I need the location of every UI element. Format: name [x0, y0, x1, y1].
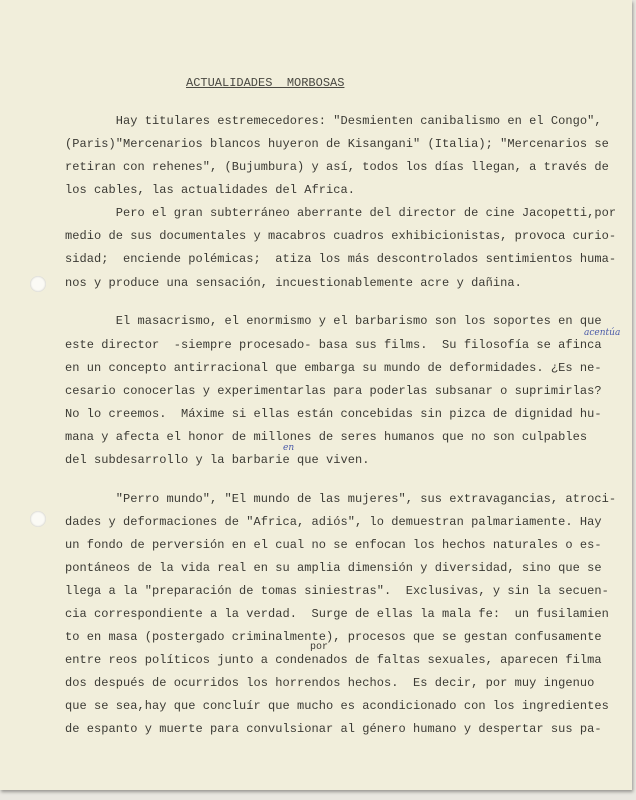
text-line: un fondo de perversión en el cual no se enfocan los hechos naturales o es-: [65, 538, 602, 552]
text-line: cia correspondiente a la verdad. Surge de ellas la mala fe: un fusilamien: [65, 607, 609, 621]
text-line: sidad; enciende polémicas; atiza los más descontrolados sentimientos huma-: [65, 252, 617, 266]
text-line: del subdesarrollo y la barbarie que viven.: [65, 453, 370, 467]
punch-hole: [30, 511, 46, 527]
text-line: nos y produce una sensación, incuestionablemente acre y dañina.: [65, 276, 522, 290]
handwritten-annotation: en: [283, 443, 295, 453]
text-line: pontáneos de la vida real en su amplia dimensión y diversidad, sino que se: [65, 561, 602, 575]
text-line: llega a la "preparación de tomas siniestras". Exclusivas, y sin la secuen-: [65, 584, 609, 598]
text-line: dades y deformaciones de "Africa, adiós", lo demuestran palmariamente. Hay: [65, 515, 602, 529]
text-line: Hay titulares estremecedores: "Desmienten canibalismo en el Congo",: [65, 114, 602, 128]
text-line: entre reos políticos junto a condenados de faltas sexuales, aparecen filma: [65, 653, 602, 667]
typed-insertion: por: [310, 642, 329, 653]
text-line: mana y afecta el honor de millones de seres humanos que no son culpables: [65, 430, 588, 444]
text-line: cesario conocerlas y experimentarlas para poderlas subsanar o suprimirlas?: [65, 384, 602, 398]
text-line: dos después de ocurridos los horrendos hechos. Es decir, por muy ingenuo: [65, 676, 595, 690]
document-title: ACTUALIDADES MORBOSAS: [186, 76, 345, 90]
text-line: El masacrismo, el enormismo y el barbarismo son los soportes en que: [65, 314, 602, 328]
text-line: medio de sus documentales y macabros cuadros exhibicionistas, provoca curio-: [65, 229, 617, 243]
text-line: en un concepto antirracional que embarga su mundo de deformidades. ¿Es ne-: [65, 361, 602, 375]
text-line: (Paris)"Mercenarios blancos huyeron de Kisangani" (Italia); "Mercenarios se: [65, 137, 609, 151]
text-line: que se sea,hay que concluír que mucho es acondicionado con los ingredientes: [65, 699, 609, 713]
text-line: retiran con rehenes", (Bujumbura) y así, todos los días llegan, a través de: [65, 160, 609, 174]
text-line: to en masa (postergado criminalmente), procesos que se gestan confusamente: [65, 630, 602, 644]
text-line: los cables, las actualidades del Africa.: [65, 183, 356, 197]
text-line: "Perro mundo", "El mundo de las mujeres", sus extravagancias, atroci-: [65, 492, 617, 506]
punch-hole: [30, 276, 46, 292]
text-line: No lo creemos. Máxime si ellas están concebidas sin pizca de dignidad hu-: [65, 407, 602, 421]
text-line: este director -siempre procesado- basa sus films. Su filosofía se afinca: [65, 338, 602, 352]
handwritten-annotation: acentúa: [584, 328, 621, 338]
text-line: de espanto y muerte para convulsionar al género humano y despertar sus pa-: [65, 722, 602, 736]
text-line: Pero el gran subterráneo aberrante del director de cine Jacopetti,por: [65, 206, 617, 220]
